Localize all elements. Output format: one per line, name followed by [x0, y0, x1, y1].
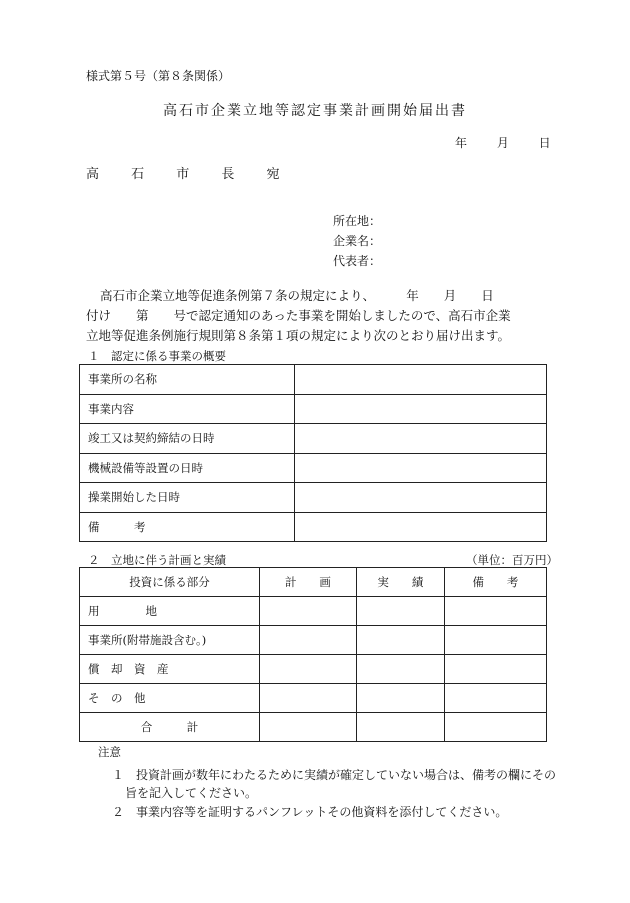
- actual-cell[interactable]: [356, 597, 444, 626]
- table-row: [80, 512, 547, 542]
- row-label: そ の 他: [80, 684, 260, 713]
- plan-cell[interactable]: [259, 713, 356, 742]
- table-row: [80, 626, 547, 655]
- notes-heading: 注意: [98, 745, 121, 759]
- header-remarks: 備 考: [444, 568, 546, 597]
- plan-cell[interactable]: [259, 626, 356, 655]
- table-row: [80, 365, 547, 395]
- section1-heading: １ 認定に係る事業の概要: [88, 349, 226, 363]
- date-line: 年 月 日: [455, 136, 551, 150]
- table-row: [80, 394, 547, 424]
- row-label: 備 考: [80, 512, 295, 542]
- value-cell[interactable]: [295, 424, 547, 454]
- row-label: 操業開始した日時: [80, 483, 295, 513]
- note-1-continued: 旨を記入してください。: [125, 786, 258, 800]
- actual-cell[interactable]: [356, 626, 444, 655]
- table-row: [80, 424, 547, 454]
- company-label: 企業名：: [333, 234, 382, 248]
- table-header-row: [80, 568, 547, 597]
- plan-cell[interactable]: [259, 684, 356, 713]
- value-cell[interactable]: [295, 365, 547, 395]
- value-cell[interactable]: [295, 394, 547, 424]
- body-line-1: 高石市企業立地等促進条例第７条の規定により、 年 月 日: [100, 288, 494, 303]
- table-row: [80, 655, 547, 684]
- row-label: 事業所の名称: [80, 365, 295, 395]
- remarks-cell[interactable]: [444, 713, 546, 742]
- table-row: [80, 453, 547, 483]
- body-line-2: 付け 第 号で認定通知のあった事業を開始しましたので、高石市企業: [86, 308, 511, 323]
- plan-cell[interactable]: [259, 597, 356, 626]
- document-title: 高石市企業立地等認定事業計画開始届出書: [163, 103, 467, 119]
- plan-cell[interactable]: [259, 655, 356, 684]
- header-investment: 投資に係る部分: [80, 568, 260, 597]
- table-row: [80, 483, 547, 513]
- note-1: １ 投資計画が数年にわたるために実績が確定していない場合は、備考の欄にその: [112, 768, 557, 782]
- remarks-cell[interactable]: [444, 597, 546, 626]
- table-row: [80, 713, 547, 742]
- table-row: [80, 684, 547, 713]
- unit-label: （単位：百万円）: [466, 553, 558, 567]
- actual-cell[interactable]: [356, 655, 444, 684]
- value-cell[interactable]: [295, 512, 547, 542]
- row-label: 機械設備等設置の日時: [80, 453, 295, 483]
- remarks-cell[interactable]: [444, 626, 546, 655]
- representative-label: 代表者：: [333, 254, 382, 268]
- header-actual: 実 績: [356, 568, 444, 597]
- table-row: [80, 597, 547, 626]
- section2-heading: ２ 立地に伴う計画と実績: [88, 553, 226, 567]
- row-label-total: 合 計: [80, 713, 260, 742]
- remarks-cell[interactable]: [444, 655, 546, 684]
- row-label: 事業所(附帯施設含む。): [80, 626, 260, 655]
- addressee: 高 石 市 長 宛: [86, 167, 294, 182]
- row-label: 竣工又は契約締結の日時: [80, 424, 295, 454]
- value-cell[interactable]: [295, 483, 547, 513]
- actual-cell[interactable]: [356, 684, 444, 713]
- body-line-3: 立地等促進条例施行規則第８条第１項の規定により次のとおり届け出ます。: [86, 328, 511, 343]
- address-label: 所在地：: [333, 214, 382, 228]
- value-cell[interactable]: [295, 453, 547, 483]
- project-overview-table: [79, 364, 547, 542]
- remarks-cell[interactable]: [444, 684, 546, 713]
- form-number: 様式第５号（第８条関係）: [86, 69, 231, 83]
- header-plan: 計 画: [259, 568, 356, 597]
- row-label: 用 地: [80, 597, 260, 626]
- investment-table: [79, 567, 547, 742]
- actual-cell[interactable]: [356, 713, 444, 742]
- note-2: ２ 事業内容等を証明するパンフレットその他資料を添付してください。: [112, 805, 508, 819]
- row-label: 事業内容: [80, 394, 295, 424]
- row-label: 償 却 資 産: [80, 655, 260, 684]
